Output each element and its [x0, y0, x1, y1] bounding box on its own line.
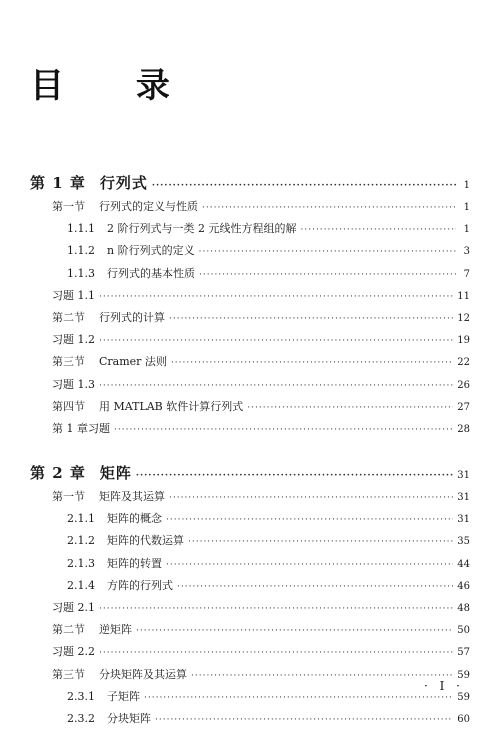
dot-leader	[199, 247, 456, 257]
toc-subsection-entry[interactable]	[30, 577, 470, 599]
toc-section-entry[interactable]	[30, 309, 470, 331]
dot-leader	[114, 425, 453, 435]
toc-entry-number: 2.3.1	[67, 689, 95, 703]
toc-entry-page-number: 22	[457, 357, 470, 369]
table-of-contents	[30, 172, 470, 732]
toc-section-entry[interactable]	[30, 621, 470, 643]
toc-section-entry[interactable]	[30, 599, 470, 621]
toc-entry-number: 第 1 章	[30, 174, 86, 192]
toc-section-entry[interactable]	[30, 488, 470, 510]
toc-entry-page-number: 50	[457, 625, 470, 637]
toc-entry-page-number: 46	[457, 580, 470, 592]
dot-leader	[166, 515, 453, 525]
toc-entry-page-number: 59	[457, 691, 470, 703]
toc-entry-page-number: 1	[463, 202, 470, 213]
dot-leader	[99, 292, 453, 302]
toc-entry-page-number: 19	[457, 335, 470, 347]
toc-entry-label: 行列式的定义与性质	[99, 200, 198, 213]
toc-entry-label: 子矩阵	[107, 689, 140, 703]
toc-section-entry[interactable]	[30, 287, 470, 309]
dot-leader	[136, 471, 453, 481]
dot-leader	[247, 403, 453, 413]
toc-entry-label: 习题 1.3	[52, 377, 95, 391]
toc-section-entry[interactable]	[30, 643, 470, 665]
toc-entry-page-number: 7	[463, 268, 470, 280]
toc-entry-label: 方阵的行列式	[107, 578, 173, 592]
toc-entry-number: 1.1.2	[67, 244, 95, 258]
dot-leader	[144, 693, 453, 703]
toc-entry-page-number: 60	[457, 713, 470, 725]
toc-entry-page-number: 57	[457, 647, 470, 659]
toc-section-entry[interactable]	[30, 398, 470, 420]
toc-entry-label: 2 阶行列式与一类 2 元线性方程组的解	[107, 222, 297, 236]
dot-leader	[99, 648, 453, 658]
toc-entry-number: 第一节	[52, 200, 85, 213]
dot-leader	[99, 381, 453, 391]
dot-leader	[188, 537, 453, 547]
toc-subsection-entry[interactable]	[30, 510, 470, 532]
dot-leader	[169, 493, 453, 503]
dot-leader	[171, 358, 453, 368]
toc-subsection-entry[interactable]	[30, 688, 470, 710]
toc-entry-page-number: 59	[457, 669, 470, 681]
toc-entry-page-number: 26	[457, 379, 470, 391]
toc-entry-label: 矩阵及其运算	[99, 490, 165, 504]
toc-entry-page-number: 31	[457, 470, 470, 482]
toc-entry-page-number: 28	[457, 423, 470, 435]
toc-entry-number: 第二节	[52, 623, 85, 637]
toc-entry-page-number: 1	[463, 180, 470, 191]
toc-section-entry[interactable]	[30, 376, 470, 398]
toc-entry-number: 第三节	[52, 355, 85, 369]
dot-leader	[199, 270, 456, 280]
toc-subsection-entry[interactable]	[30, 265, 470, 287]
toc-section-entry[interactable]	[30, 331, 470, 353]
dot-leader	[169, 314, 453, 324]
toc-entry-page-number: 11	[457, 290, 470, 302]
toc-chapter-entry[interactable]	[30, 172, 470, 198]
toc-entry-number: 2.1.2	[67, 534, 95, 548]
toc-entry-number: 1.1.3	[67, 266, 95, 280]
toc-entry-label: 矩阵	[99, 464, 132, 483]
toc-entry-page-number: 1	[463, 224, 470, 236]
toc-entry-page-number: 31	[457, 514, 470, 526]
toc-entry-label: 逆矩阵	[99, 623, 132, 637]
toc-entry-number: 2.1.1	[67, 512, 95, 526]
toc-entry-number: 第四节	[52, 399, 85, 413]
toc-entry-label: Cramer 法则	[99, 355, 167, 369]
toc-entry-number: 2.3.2	[67, 711, 95, 725]
toc-entry-label: 矩阵的代数运算	[107, 534, 184, 548]
page-title: 目 录	[30, 66, 200, 106]
toc-entry-label: 行列式的基本性质	[107, 266, 195, 280]
dot-leader	[191, 671, 453, 681]
toc-entry-label: 用 MATLAB 软件计算行列式	[99, 399, 244, 413]
toc-entry-label: 习题 2.2	[52, 645, 95, 659]
dot-leader	[99, 604, 453, 614]
toc-entry-number: 第二节	[52, 310, 85, 324]
page-number-footer: · I ·	[424, 679, 464, 693]
toc-subsection-entry[interactable]	[30, 220, 470, 242]
toc-subsection-entry[interactable]	[30, 555, 470, 577]
dot-leader	[152, 181, 456, 191]
dot-leader	[166, 560, 453, 570]
toc-entry-page-number: 48	[457, 603, 470, 614]
toc-entry-number: 第 2 章	[30, 464, 86, 483]
dot-leader	[177, 582, 453, 592]
dot-leader	[155, 715, 453, 725]
dot-leader	[301, 225, 457, 235]
toc-entry-label: 矩阵的概念	[107, 512, 162, 526]
toc-entry-label: 行列式	[99, 174, 148, 192]
dot-leader	[136, 626, 453, 636]
toc-entry-label: 行列式的计算	[99, 310, 165, 324]
toc-section-entry[interactable]	[30, 666, 470, 688]
toc-entry-page-number: 12	[457, 312, 470, 324]
toc-subsection-entry[interactable]	[30, 710, 470, 732]
toc-section-entry[interactable]	[30, 198, 470, 220]
toc-entry-number: 第三节	[52, 667, 85, 681]
toc-entry-label: 矩阵的转置	[107, 556, 162, 570]
toc-entry-number: 2.1.3	[67, 556, 95, 570]
toc-entry-page-number: 27	[457, 401, 470, 413]
toc-entry-label: 第 1 章习题	[52, 421, 110, 435]
toc-entry-label: 习题 1.1	[52, 288, 95, 302]
toc-subsection-entry[interactable]	[30, 532, 470, 554]
dot-leader	[202, 203, 456, 213]
toc-entry-page-number: 44	[457, 558, 470, 570]
toc-entry-page-number: 3	[463, 246, 470, 258]
toc-entry-number: 第一节	[52, 490, 85, 504]
toc-entry-label: 习题 1.2	[52, 333, 95, 347]
toc-entry-page-number: 31	[457, 492, 470, 504]
toc-section-entry[interactable]	[30, 420, 470, 442]
toc-entry-label: 分块矩阵	[107, 711, 151, 725]
toc-entry-number: 2.1.4	[67, 578, 95, 592]
toc-entry-label: 分块矩阵及其运算	[99, 667, 187, 681]
toc-subsection-entry[interactable]	[30, 242, 470, 264]
toc-entry-page-number: 35	[457, 536, 470, 548]
toc-entry-label: n 阶行列式的定义	[107, 244, 195, 258]
toc-chapter-entry[interactable]	[30, 462, 470, 488]
toc-entry-label: 习题 2.1	[52, 601, 95, 614]
toc-section-entry[interactable]	[30, 353, 470, 375]
dot-leader	[99, 336, 453, 346]
toc-entry-number: 1.1.1	[67, 222, 95, 236]
